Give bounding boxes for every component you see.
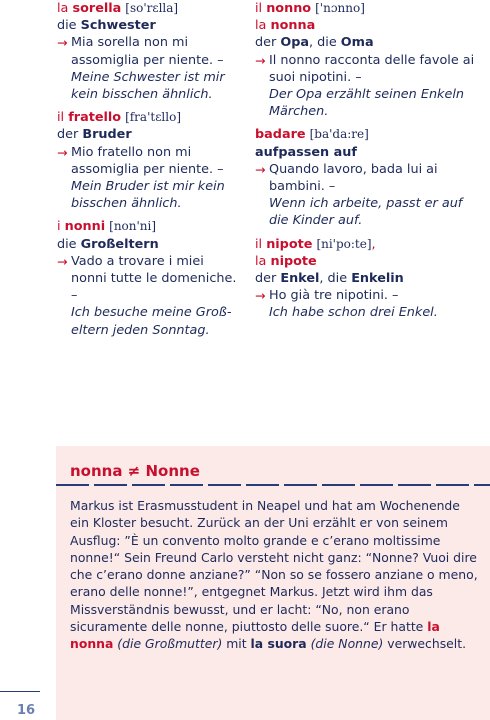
example-sentence: → Mio fratello non mi assomiglia per niente. – Mein Bruder ist mir kein bisschen ähnlich.: [57, 144, 225, 212]
italian-headword-2: la nonna: [255, 18, 316, 34]
vocab-entry-nipote: [255, 236, 475, 322]
italian-headword: il fratello [fra'tɛllo]: [57, 110, 181, 126]
pronunciation: [non'ni]: [109, 219, 157, 234]
left-column: [57, 0, 239, 339]
pronunciation: [ni'po:te]: [316, 236, 372, 251]
arrow-icon: →: [255, 161, 266, 177]
right-column: [255, 0, 475, 322]
vocab-entry-fratello: [57, 109, 239, 212]
term-nonna: la nonna: [70, 619, 440, 652]
german-translation: der Bruder: [57, 127, 132, 143]
italian-headword: badare [ba'da:re]: [255, 127, 369, 143]
vocab-entry-nonni: [57, 218, 239, 338]
italian-headword: il nonno ['nɔnno]: [255, 1, 365, 16]
example-sentence: → Vado a trovare i miei nonni tutte le domeniche. – Ich besuche meine Groß- eltern jeden Sonntag.: [57, 253, 237, 338]
info-box: [56, 446, 490, 720]
arrow-icon: →: [255, 52, 266, 68]
italian-headword: il nipote [ni'po:te],: [255, 236, 376, 252]
pronunciation: ['nɔnno]: [315, 1, 365, 15]
arrow-icon: →: [57, 35, 68, 51]
dashed-divider: [56, 484, 490, 486]
page-rule: [0, 691, 40, 692]
example-sentence: → Ho già tre nipotini. – Ich habe schon drei Enkel.: [255, 288, 438, 321]
pronunciation: [fra'tɛllo]: [125, 110, 181, 125]
vocab-entry-badare: [255, 126, 475, 229]
arrow-icon: →: [57, 253, 68, 269]
example-sentence: → Mia sorella non mi assomiglia per niente. – Meine Schwester ist mir kein bisschen ähnlich.: [57, 35, 225, 103]
german-translation: die Schwester: [57, 18, 156, 34]
example-sentence: → Quando lavoro, bada lui ai bambini. – Wenn ich arbeite, passt er auf die Kinder auf.: [255, 161, 463, 229]
pronunciation: [ba'da:re]: [309, 127, 369, 142]
box-title: nonna ≠ Nonne: [70, 462, 200, 480]
italian-headword: i nonni [non'ni]: [57, 219, 157, 235]
page-number: 16: [17, 703, 36, 718]
box-text: Markus ist Erasmusstudent in Neapel und hat am Wochenende ein Kloster besucht. Zurück an der Uni erzählt er von seinem Ausflug: ”È un convento molto grande e c’erano moltissime nonne!“ Sein Freund Carlo versteht nicht ganz: “Nonne? Vuoi dire che c’erano donne anziane?” “Non so se fossero anziane o meno, erano delle nonne!”, entgegnet Markus. Jetzt wird ihm das Missverständnis bewusst, und er lacht: “No, non erano sicuramente delle nonne, piuttosto delle suore.“ Er hatte la nonna (die Großmutter) mit la suora (die Nonne) verwechselt.: [70, 498, 478, 652]
italian-headword: la sorella [so'rɛlla]: [57, 1, 179, 16]
vocab-entry-sorella: [57, 0, 239, 103]
german-translation: aufpassen auf: [255, 144, 357, 160]
example-sentence: → Il nonno racconta delle favole ai suoi nipotini. – Der Opa erzählt seinen Enkeln Märchen.: [255, 52, 475, 120]
vocab-entry-nonno: [255, 0, 475, 120]
german-translation: die Großeltern: [57, 236, 159, 252]
italian-headword-2: la nipote: [255, 253, 317, 269]
pronunciation: [so'rɛlla]: [125, 1, 179, 15]
arrow-icon: →: [255, 288, 266, 304]
arrow-icon: →: [57, 144, 68, 160]
german-translation: der Opa, die Oma: [255, 35, 374, 51]
term-suora: la suora: [250, 636, 307, 652]
german-translation: der Enkel, die Enkelin: [255, 271, 404, 287]
